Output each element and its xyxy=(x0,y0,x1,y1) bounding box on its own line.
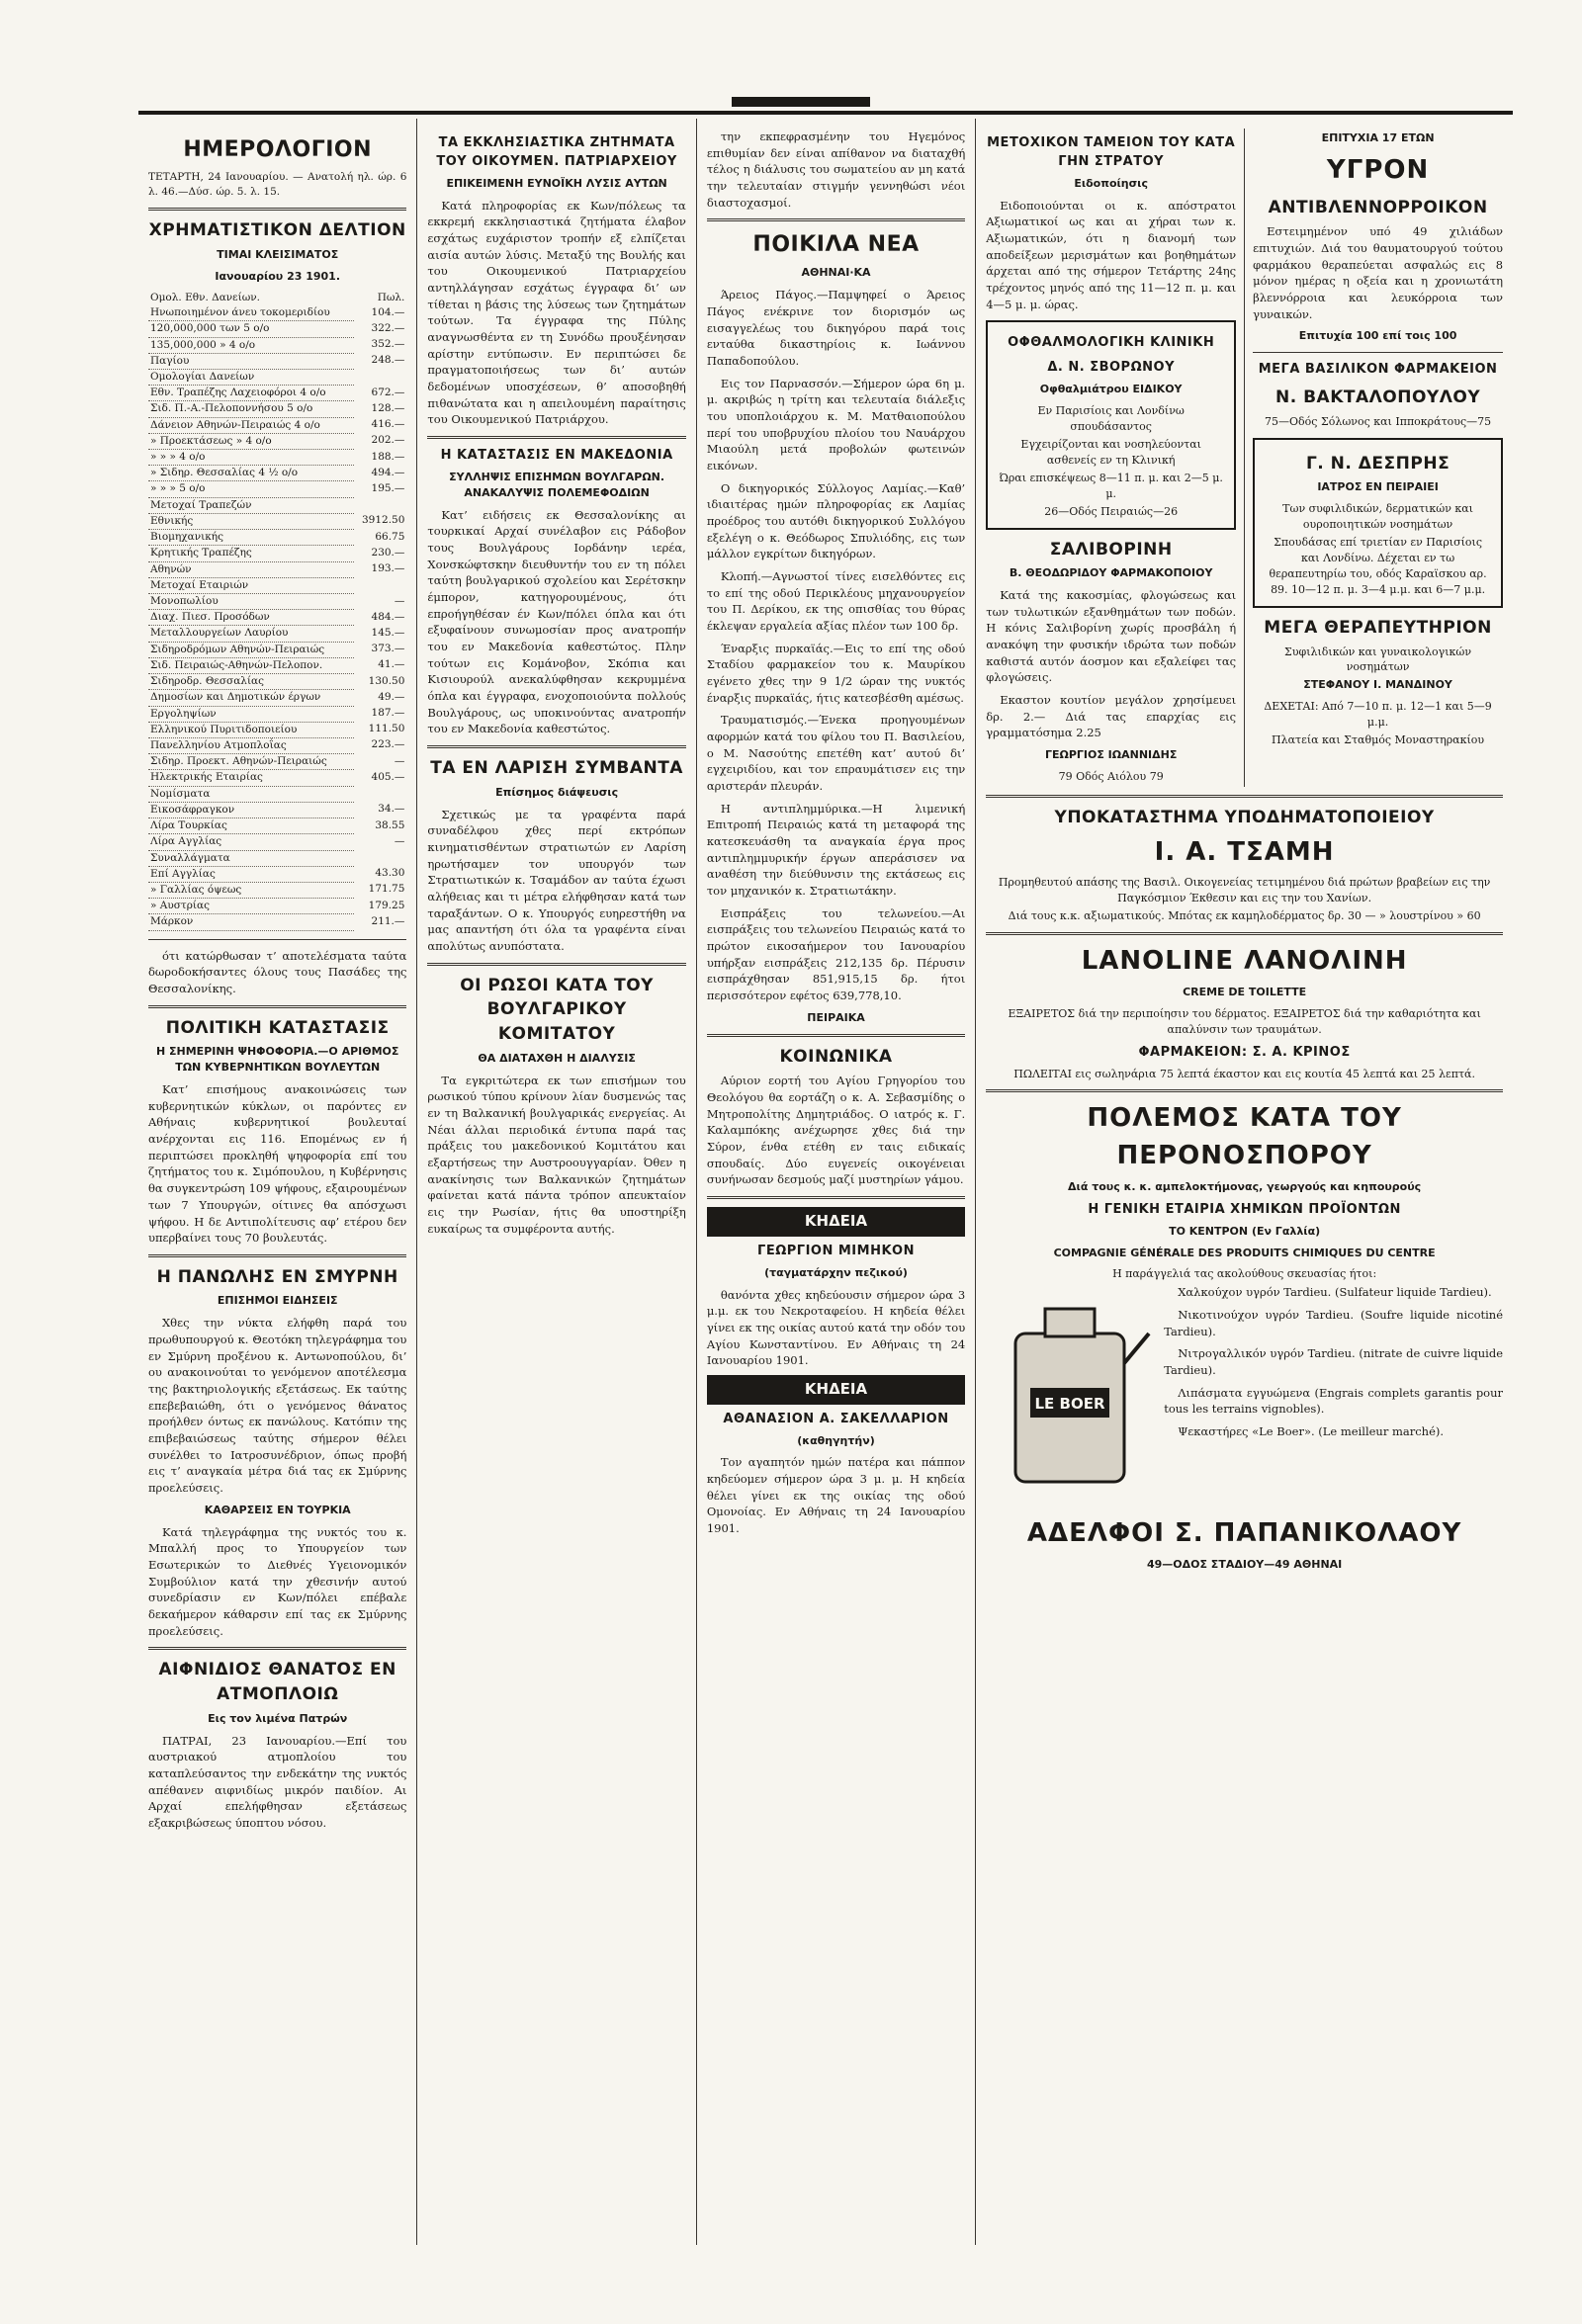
news-item: Η αντιπλημμύρικα.—Η λιμενική Επιτροπή Πειραιώς κατά τη μεταφορά της κατεσκευάσθη τα αναγκαία έργα προς αντιπλημμυρικήν έργων απεράσισεν να αναθέση την διεύθυνσιν της εκτάσεως εις τον μηχανικόν κ. Στρατιωτάκην. xyxy=(706,801,966,899)
price-value: 66.75 xyxy=(375,530,405,543)
price-name: Μεταλλουργείων Λαυρίου xyxy=(148,626,354,642)
price-head-left: Ομολ. Εθν. Δανείων. xyxy=(150,291,261,303)
column-4 xyxy=(986,129,1236,787)
saliv-seller: ΓΕΩΡΓΙΟΣ ΙΩΑΝΝΙΔΗΣ xyxy=(1044,748,1178,762)
price-row xyxy=(148,642,406,657)
price-name: Σιδ. Π.-Α.-Πελοποννήσου 5 ο/ο xyxy=(148,401,354,417)
price-value: 179.25 xyxy=(368,899,405,911)
clinic-line: Εγχειρίζονται και νοσηλεύονται ασθενείς εν τη Κλινική xyxy=(1020,437,1201,467)
russians-title: ΟΙ ΡΩΣΟΙ ΚΑΤΑ ΤΟΥ ΒΟΥΛΓΑΡΙΚΟΥ ΚΟΜΙΤΑΤΟΥ xyxy=(460,975,654,1045)
divider xyxy=(148,208,406,211)
price-row xyxy=(148,786,406,802)
price-row xyxy=(148,674,406,690)
news-item: Εισπράξεις του τελωνείου.—Αι εισπράξεις του τελωνείου Πειραιώς κατά το πρώτον εικοσαήμερον του Ιανουαρίου υπήρξαν εισπράξεις 212,135 δρ. Πέρυσιν εισπράχθησαν 851,915,15 δρ. ήτοι περισσότερον εφέτος 639,778,10. xyxy=(706,905,966,1003)
product-item: Λιπάσματα εγγυώμενα (Engrais complets garantis pour tous les terrains vignobles). xyxy=(1164,1385,1504,1417)
price-name: Μονοπωλίου xyxy=(148,594,354,610)
price-row xyxy=(148,706,406,722)
price-name: Εθνικής xyxy=(148,513,354,529)
peronospora-company: Η ΓΕΝΙΚΗ ΕΤΑΙΡΙΑ ΧΗΜΙΚΩΝ ΠΡΟΪΟΝΤΩΝ xyxy=(1088,1201,1401,1217)
price-name: Λίρα Αγγλίας xyxy=(148,834,354,850)
price-row xyxy=(148,337,406,353)
price-name: Διαχ. Πιεσ. Προσόδων xyxy=(148,610,354,626)
price-value: — xyxy=(394,834,405,847)
price-value: 416.— xyxy=(371,418,405,431)
price-row xyxy=(148,481,406,497)
price-value: 187.— xyxy=(371,707,405,720)
divider xyxy=(986,795,1503,798)
price-value: 211.— xyxy=(371,914,405,927)
divider xyxy=(707,1196,965,1199)
liquid-price: Επιτυχία 100 επί τοις 100 xyxy=(1298,329,1457,343)
masthead-rule xyxy=(138,111,1513,115)
price-row xyxy=(148,546,406,561)
success-banner: ΕΠΙΤΥΧΙΑ 17 ΕΤΩΝ xyxy=(1321,131,1435,144)
price-value xyxy=(354,369,406,385)
price-name: Συναλλάγματα xyxy=(148,850,354,866)
price-name: Δημοσίων και Δημοτικών έργων xyxy=(148,690,354,706)
liquid-title: ΥΓΡΟΝ xyxy=(1326,154,1430,185)
divider xyxy=(707,1034,965,1037)
ads-top-row xyxy=(986,129,1503,787)
clinic-line: Ώραι επισκέψεως 8—11 π. μ. και 2—5 μ. μ. xyxy=(999,471,1223,500)
russians-text: Τα εγκριτώτερα εκ των επισήμων του ρωσικού τύπου κρίνουν λίαν δυσμενώς τας εν τη Βαλκανική βουλγαρικάς ενεργείας. Αι Νέαι άλλαι περιοδικά έντυπα παρά τας πράξεις του μακεδονικού Κομιτάτου και εξαρτήσεως την Αυστροουγγαρίαν. Όθεν η ανακίνησις των Βαλκανικών ζητημάτων φαίνεται κατά πάντα τρόπον απευκταίον εις την Ρωσίαν, ήτις θα υποστηρίξη ευκαίρως τα συμφέροντα αυτής. xyxy=(427,1073,686,1236)
price-row xyxy=(148,914,406,930)
price-name: Μετοχαί Τραπεζών xyxy=(148,497,354,513)
piraeus-head: ΠΕΙΡΑΙΚΑ xyxy=(807,1010,865,1024)
price-row xyxy=(148,433,406,449)
price-row xyxy=(148,899,406,914)
divider xyxy=(986,932,1503,935)
dealers-addr: 49—ΟΔΟΣ ΣΤΑΔΙΟΥ—49 ΑΘΗΝΑΙ xyxy=(1146,1558,1343,1572)
price-name: Μάρκον xyxy=(148,914,354,930)
hospital-sub: Συφιλιδικών και γυναικολογικών νοσημάτων xyxy=(1284,645,1472,674)
hospital-addr: Πλατεία και Σταθμός Μοναστηρακίου xyxy=(1272,733,1485,747)
quarantine-text: Κατά τηλεγράφημα της νυκτός του κ. Μπαλλή προς το Υπουργείον των Εσωτερικών το Διεθνές Υγειονομικόν Συμβούλιον κατά την χθεσινήν αυτού συνεδρίασιν εν Κων/πόλει επέβαλε δεκαήμερον κάθαρσιν επί τας εκ Σμύρνης προελεύσεις. xyxy=(148,1524,407,1638)
sprayer-can-icon xyxy=(986,1294,1154,1502)
bulletin-date: Ιανουαρίου 23 1901. xyxy=(215,269,340,283)
saliv-addr: 79 Οδός Αιόλου 79 xyxy=(1058,770,1164,784)
price-row xyxy=(148,321,406,337)
pharmacy-title: ΜΕΓΑ ΒΑΣΙΛΙΚΟΝ ΦΑΡΜΑΚΕΙΟΝ xyxy=(1258,362,1498,378)
divider xyxy=(148,1647,406,1650)
politics-title: ΠΟΛΙΤΙΚΗ ΚΑΤΑΣΤΑΣΙΣ xyxy=(165,1017,390,1038)
product-item: Νικοτινούχον υγρόν Tardieu. (Soufre liquide nicotiné Tardieu). xyxy=(1164,1308,1504,1338)
russians-sub: ΘΑ ΔΙΑΤΑΧΘΗ Η ΔΙΑΛΥΣΙΣ xyxy=(478,1051,636,1065)
price-name: Μετοχαί Εταιριών xyxy=(148,577,354,593)
price-name: Ηλεκτρικής Εταιρίας xyxy=(148,770,354,786)
news-item: Εις τον Παρνασσόν.—Σήμερον ώρα 6η μ. μ. ακριβώς η τρίτη και τελευταία διάλεξις του υποπλοιάρχου κ. Μ. Ματθαιοπούλου περί του υποβρυχίου πλοίου του Ναυάρχου Μιαούλη μετά προβολών φωτεινών εικόνων. xyxy=(706,376,966,473)
doctor-ad xyxy=(1253,438,1503,608)
politics-text: Κατ’ επισήμους ανακοινώσεις των κυβερνητικών κύκλων, οι παρόντες εν Αθήναις κυβερνητικοί βουλευταί ανέρχονται εις 116. Επομένως εν ή περιπτώσει προκληθή ψηφοφορία επί του ζητήματος του κ. Σιμόπουλου, η Κυβέρνησις θα συγκεντρώση 109 ψήφους, εξαιρουμένων των 7 Υπουργών, οίτινες θα απόσχωσι ψήφου. Η δε Αντιπολίτευσις αφ’ ετέρου δεν υπερβαίνει τους 70 βουλευτάς. xyxy=(148,1082,407,1246)
saliv-text: Κατά της κακοσμίας, φλογώσεως και των τυλωτικών εξανθημάτων των ποδών. Η κόνις Σαλιβορίνη χωρίς προσβάλη ή ανακόψη την φυσικήν ιδρώτα των ποδών καθιστά αυτόν άοσμον και εξαλείφει τας φλογώσεις. xyxy=(986,588,1237,685)
price-row xyxy=(148,818,406,834)
price-name: Παγίου xyxy=(148,353,354,369)
price-name: Εργοληψίων xyxy=(148,706,354,722)
peronospora-intro: Η παράγγελιά τας ακολούθους σκευασίας ήτοι: xyxy=(1112,1267,1377,1281)
funeral-1-text: θανόντα χθες κηδεύουσιν σήμερον ώρα 3 μ.μ. εκ του Νεκροταφείου. Η κηδεία θέλει γίνει εκ της οικίας αυτού κατά την οδόν του Αγίου Κωνσταντίνου. Εν Αθήναις τη 24 Ιανουαρίου 1901. xyxy=(706,1287,966,1368)
price-name: Εθν. Τραπέζης Λαχειοφόροι 4 ο/ο xyxy=(148,386,354,401)
price-name: Βιομηχανικής xyxy=(148,530,354,546)
price-row xyxy=(148,401,406,417)
price-row xyxy=(148,850,406,866)
price-row xyxy=(148,466,406,481)
divider xyxy=(148,939,406,940)
clinic-title: ΟΦΘΑΛΜΟΛΟΓΙΚΗ ΚΛΙΝΙΚΗ xyxy=(1008,335,1215,351)
bulletin-sub: ΤΙΜΑΙ ΚΛΕΙΣΙΜΑΤΟΣ xyxy=(217,247,339,261)
price-name: Ελληνικού Πυριτιδοποιείου xyxy=(148,722,354,737)
price-header xyxy=(148,291,406,305)
price-value: 405.— xyxy=(371,770,405,783)
saliv-price: Εκαστον κουτίον μεγάλον χρησίμευει δρ. 2.— Διά τας επαρχίας εις γραμματόσημα 2.25 xyxy=(986,693,1237,740)
price-value: 188.— xyxy=(371,450,405,463)
price-name: Δάνειον Αθηνών-Πειραιώς 4 ο/ο xyxy=(148,417,354,433)
shoes-owner: Ι. Α. ΤΣΑΜΗ xyxy=(1154,836,1335,867)
macedonia-text: Κατ’ ειδήσεις εκ Θεσσαλονίκης αι τουρκικαί Αρχαί συνέλαβον εις Ράδοβον τους Βουλγάρους Ιορδάνην ιερέα, Χονσκώφτσκην διευθυντήν του εν τη πόλει ταύτη βουλγαρικού σχολείου και Σερέτσκην έμπορον, κατηγορουμένους, ότι επροήγηθέσαν έν Κων/πόλει όπλα και ότι εξυφαίνουν συνωμοσίαν προς ανατροπήν του εν Μακεδονία καθεστώτος. Πλην τούτων εις Κομάνοβον, Σκόπια και Κισιουρούλ ανεκαλύφθησαν κεκρυμμένα όπλα και έγγραφα, ενοχοποιούντα πολλούς Βουλγάρους, ως υποκινούντας ανατροπήν του εν Μακεδονία καθεστώτος. xyxy=(427,507,686,736)
column-ads xyxy=(975,119,1513,2245)
clinic-ad xyxy=(986,320,1236,529)
divider xyxy=(427,436,685,439)
news-item: Άρειος Πάγος.—Παμψηφεί ο Άρειος Πάγος ενέκρινε τον διορισμόν ως εισαγγελέως του δικηγόρου παρά τοις ενταύθα δικαστηρίοις κ. Ιωάννου Παπαδοπούλου. xyxy=(706,288,966,368)
price-value: 128.— xyxy=(371,401,405,414)
shoes-prices: Διά τους κ.κ. αξιωματικούς. Μπότας εκ καμηλοδέρματος δρ. 30 — » λουστρίνου » 60 xyxy=(1008,909,1481,923)
social-title: ΚΟΙΝΩΝΙΚΑ xyxy=(779,1046,893,1067)
doctor-name: Γ. Ν. ΔΕΣΠΡΗΣ xyxy=(1305,453,1450,473)
price-table xyxy=(148,291,406,931)
columns xyxy=(138,119,1513,2245)
price-name: » » » 4 ο/ο xyxy=(148,450,354,466)
larisa-text: Σχετικώς με τα γραφέντα παρά συναδέλφου χθες περί εκτρόπων κινηματισθέντων στρατιωτών εν Λαρίση ηρωτήσαμεν τον υπουργόν των Στρατιωτικών κ. Τσαμάδον αν ταύτα έχωσι αλήθειας και τι μέτρα ελήφθησαν κατά των ταραξάντων. Ο κ. Υπουργός ευηρεστήθη να μας απαντήση ότι όλα τα γραφέντα είναι απολύτως ανυπόστατα. xyxy=(427,807,686,954)
divider xyxy=(427,745,685,748)
price-row xyxy=(148,834,406,850)
price-value: 248.— xyxy=(371,354,405,367)
news-item: Ο δικηγορικός Σύλλογος Λαμίας.—Καθ’ ιδιαιτέρας ημών πληροφορίας εκ Λαμίας προέδρος του αυτόθι δικηγορικού Συλλόγου εξελέγη ο κ. Θεόδωρος Σπυλιόδης, εις των μάλλον εγκρίτων δικηγόρων. xyxy=(706,480,966,561)
price-row xyxy=(148,690,406,706)
price-row xyxy=(148,497,406,513)
church-text: Κατά πληροφορίας εκ Κων/πόλεως τα εκκρεμή εκκλησιαστικά ζητήματα έλαβον εσχάτως ευχάριστον τροπήν εξ ελπίζεται αισία αυτών λύσις. Μεταξύ της Βουλής και του Οικουμενικού Πατριαρχείου αντηλλάγησαν εσχάτως έγγραφα δι’ ων τίθεται η βάσις της λύσεως των ζητημάτων τούτων. Τα έγγραφα της Πύλης αναγνωσθέντα εν τη Συνόδω προυξένησαν αρίστην εντύπωσιν. Εν περιπτώσει δε πραγματοποιήσεως των δι’ αυτών δεδομένων υποσχέσεων, θ’ αποσοβηθή πιθανώτατα και η απειλουμένη παραίτησις του Οικουμενικού Πατριάρχου. xyxy=(427,198,686,427)
funeral-1-name: ΓΕΩΡΓΙΟΝ ΜΙΜΗΚΟΝ xyxy=(757,1243,915,1258)
clinic-lines xyxy=(996,403,1226,520)
price-value: 130.50 xyxy=(368,674,405,687)
social-text: Αύριον εορτή του Αγίου Γρηγορίου του Θεολόγου θα εορτάζη ο κ. Α. Σεβασμίδης ο Μητροπολίτης Δημητριάδος. Ο ιατρός κ. Γ. Καλαμπόκης ανέχωρησε χθες διά την Σύρον, ένθα ετέθη εν ταις ειδικαίς σπουδαίς. Δύο ευγενείς οικογένειαι συνήνωσαν δεσμούς μαζί μυστηρίων γάμου. xyxy=(706,1074,966,1187)
price-value: 171.75 xyxy=(368,883,405,896)
price-value: 230.— xyxy=(371,546,405,559)
price-row xyxy=(148,610,406,626)
price-name: Σιδηροδρ. Θεσσαλίας xyxy=(148,674,354,690)
price-value xyxy=(354,577,406,593)
pharmacy-addr: 75—Οδός Σόλωνος και Ιπποκράτους—75 xyxy=(1265,414,1492,428)
price-name: 120,000,000 των 5 ο/ο xyxy=(148,321,354,337)
column-2 xyxy=(416,119,695,2245)
price-value: — xyxy=(394,754,405,767)
column-1 xyxy=(138,119,416,2245)
funeral-title-1: ΚΗΔΕΙΑ xyxy=(707,1207,965,1237)
price-value: 111.50 xyxy=(368,723,405,735)
product-item: Ψεκαστήρες «Le Boer». (Le meilleur marché). xyxy=(1178,1424,1445,1439)
hospital-doc: ΣΤΕΦΑΝΟΥ Ι. ΜΑΝΔΙΝΟΥ xyxy=(1303,678,1452,692)
price-row xyxy=(148,882,406,898)
clinic-role: Οφθαλμιάτρου ΕΙΔΙΚΟΥ xyxy=(1039,383,1183,396)
product-list xyxy=(1164,1284,1503,1511)
lanoline-text: ΕΞΑΙΡΕΤΟΣ διά την περιποίησιν του δέρματος. ΕΞΑΙΡΕΤΟΣ διά την καθαριότητα και απαλύνσιν των τραυμάτων. xyxy=(1008,1006,1481,1036)
peronospora-center: ΤΟ ΚΕΝΤΡΟΝ (Εν Γαλλία) xyxy=(1169,1224,1321,1238)
price-row xyxy=(148,626,406,642)
price-name: » Σιδηρ. Θεσσαλίας 4 ½ ο/ο xyxy=(148,466,354,481)
price-name: » Αυστρίας xyxy=(148,899,354,914)
price-row xyxy=(148,305,406,321)
price-name: 135,000,000 » 4 ο/ο xyxy=(148,337,354,353)
shoes-text: Προμηθευτού απάσης της Βασιλ. Οικογενείας τετιμημένου διά πρώτων βραβείων εις την Παγκόσμιον Έκθεσιν και εις την του Χανίων. xyxy=(998,876,1491,905)
date-line: ΤΕΤΑΡΤΗ, 24 Ιανουαρίου. — Ανατολή ηλ. ώρ. 6 λ. 46.—Δύσ. ώρ. 5. λ. 15. xyxy=(148,170,407,199)
funeral-2-name: ΑΘΑΝΑΣΙΟΝ Α. ΣΑΚΕΛΛΑΡΙΟΝ xyxy=(723,1411,949,1426)
news-item: Τραυματισμός.—Ένεκα προηγουμένων αφορμών κατά του φίλου του Π. Βασιλείου, ο Μ. Νασούτης επετέθη κατ’ αυτού δι’ εγχειριδίου, και τον επραυμάτισεν εις την αριστεράν πλευράν. xyxy=(706,713,966,793)
peronospora-sub: Διά τους κ. κ. αμπελοκτήμονας, γεωργούς και κηπουρούς xyxy=(1068,1179,1422,1193)
doctor-text: Σπουδάσας επί τριετίαν εν Παρισίοις και Λονδίνω. Δέχεται εν τω θεραπευτηρίω του, οδός Καραϊσκου αρ. 89. 10—12 π. μ. 3—4 μ.μ. και 6—7 μ.μ. xyxy=(1269,536,1487,596)
price-value: 41.— xyxy=(378,658,405,671)
price-row xyxy=(148,513,406,529)
saliv-title: ΣΑΛΙΒΟΡΙΝΗ xyxy=(1049,539,1173,559)
price-row xyxy=(148,369,406,385)
fund-sub: Ειδοποίησις xyxy=(1074,176,1148,190)
price-head-right: Πωλ. xyxy=(377,291,405,303)
sprayer-illustration xyxy=(986,1294,1154,1502)
misc-title: ΠΟΙΚΙΛΑ ΝΕΑ xyxy=(752,232,920,258)
clinic-doctor: Δ. Ν. ΣΒΟΡΩΝΟΥ xyxy=(1047,360,1175,376)
news-item: Κλοπή.—Αγνωστοί τίνες εισελθόντες εις το επί της οδού Περικλέους μηχανουργείον του Π. Δερίκου, εκ της οπισθίας του θύρας έκλεψαν εργαλεία αξίας πλέον των 100 δρ. xyxy=(706,568,966,633)
lanoline-sub: CREME DE TOILETTE xyxy=(1183,985,1307,998)
calendar-title: ΗΜΕΡΟΛΟΓΙΟΝ xyxy=(183,137,373,162)
price-name: Πανελληνίου Ατμοπλοΐας xyxy=(148,737,354,753)
death-title: ΑΙΦΝΙΔΙΟΣ ΘΑΝΑΤΟΣ ΕΝ ΑΤΜΟΠΛΟΙΩ xyxy=(158,1660,396,1705)
quarantine-sub: ΚΑΘΑΡΣΕΙΣ ΕΝ ΤΟΥΡΚΙΑ xyxy=(204,1503,351,1516)
price-value: 672.— xyxy=(371,386,405,398)
price-name: Σιδ. Πειραιώς-Αθηνών-Πελοπον. xyxy=(148,657,354,673)
divider xyxy=(148,1254,406,1257)
price-name: Ηνωποιημένον άνευ τοκομεριδίου xyxy=(148,305,354,321)
larisa-title: ΤΑ ΕΝ ΛΑΡΙΣΗ ΣΥΜΒΑΝΤΑ xyxy=(430,758,683,779)
price-row xyxy=(148,450,406,466)
price-value: 3912.50 xyxy=(361,514,405,527)
clinic-line: Εν Παρισίοις και Λονδίνω σπουδάσαντος xyxy=(1037,403,1185,433)
price-value: 38.55 xyxy=(375,818,405,831)
saliv-sub: Β. ΘΕΟΔΩΡΙΔΟΥ ΦΑΡΜΑΚΟΠΟΙΟΥ xyxy=(1009,566,1213,580)
price-value: 494.— xyxy=(371,466,405,478)
price-row xyxy=(148,353,406,369)
funeral-2-text: Τον αγαπητόν ημών πατέρα και πάππον κηδεύομεν σήμερον ώρα 3 μ. μ. Η κηδεία θέλει γίνει εκ της οικίας της οδού Ομονοίας. Εν Αθήναις τη 24 Ιανουαρίου 1901. xyxy=(706,1455,966,1536)
athens-head: ΑΘΗΝΑΙ·ΚΑ xyxy=(801,266,871,280)
liquid-text: Εστειμημένον υπό 49 χιλιάδων επιτυχιών. Διά του θαυματουργού τούτου φαρμάκου θεραπεύεται ασφαλώς εις 8 μόνον ημέρας η οξεία και η χρονιωτάτη βλεννόρροια και λευκόρροια των γυναικών. xyxy=(1253,224,1504,321)
price-row xyxy=(148,594,406,610)
peronospora-french: COMPAGNIE GÉNÉRALE DES PRODUITS CHIMIQUES DU CENTRE xyxy=(1053,1246,1436,1259)
divider xyxy=(986,1089,1503,1092)
lanoline-pharmacy: ΦΑΡΜΑΚΕΙΟΝ: Σ. Α. ΚΡΙΝΟΣ xyxy=(1138,1044,1351,1060)
shoes-title: ΥΠΟΚΑΤΑΣΤΗΜΑ ΥΠΟΔΗΜΑΤΟΠΟΙΕΙΟΥ xyxy=(1054,808,1435,828)
masthead-ornament xyxy=(732,97,870,107)
price-value: 202.— xyxy=(371,434,405,447)
price-value: 43.30 xyxy=(375,867,405,880)
divider xyxy=(707,218,965,221)
price-row xyxy=(148,530,406,546)
price-value: 49.— xyxy=(378,690,405,703)
funeral-title-2: ΚΗΔΕΙΑ xyxy=(707,1375,965,1405)
price-value: 104.— xyxy=(371,306,405,319)
price-value: 223.— xyxy=(371,738,405,751)
death-sub: Εις τον λιμένα Πατρών xyxy=(208,1711,348,1725)
peronospora-title: ΠΟΛΕΜΟΣ ΚΑΤΑ ΤΟΥ ΠΕΡΟΝΟΣΠΟΡΟΥ xyxy=(1087,1103,1402,1171)
divider xyxy=(148,1005,406,1008)
price-row xyxy=(148,657,406,673)
column-3 xyxy=(696,119,975,2245)
price-name: Εικοσάφραγκον xyxy=(148,802,354,818)
price-value: 193.— xyxy=(371,562,405,575)
dealers: ΑΔΕΛΦΟΙ Σ. ΠΑΠΑΝΙΚΟΛΑΟΥ xyxy=(1026,1518,1462,1549)
price-name: Λίρα Τουρκίας xyxy=(148,818,354,834)
price-name: Ομολογίαι Δανείων xyxy=(148,369,354,385)
price-value: 145.— xyxy=(371,626,405,639)
price-name: » Γαλλίας όψεως xyxy=(148,882,354,898)
larisa-sub: Επίσημος διάψευσις xyxy=(495,785,619,799)
price-value: 34.— xyxy=(378,803,405,816)
bulletin-title: ΧΡΗΜΑΤΙΣΤΙΚΟΝ ΔΕΛΤΙΟΝ xyxy=(148,220,406,241)
price-row xyxy=(148,866,406,882)
price-row xyxy=(148,802,406,818)
price-row xyxy=(148,577,406,593)
price-value xyxy=(354,497,406,513)
macedonia-title: Η ΚΑΤΑΣΤΑΣΙΣ ΕΝ ΜΑΚΕΔΟΝΙΑ xyxy=(440,448,673,464)
product-item: Χαλκούχον υγρόν Tardieu. (Sulfateur liquide Tardieu). xyxy=(1178,1285,1492,1300)
price-name: Σιδηρ. Προεκτ. Αθηνών-Πειραιώς xyxy=(148,754,354,770)
lanoline-sale: ΠΩΛΕΙΤΑΙ εις σωληνάρια 75 λεπτά έκαστον και εις κουτία 45 λεπτά και 25 λεπτά. xyxy=(1013,1067,1475,1080)
doctor-role: ΙΑΤΡΟΣ ΕΝ ΠΕΙΡΑΙΕΙ xyxy=(1317,480,1439,494)
pharmacy-owner: Ν. ΒΑΚΤΑΛΟΠΟΥΛΟΥ xyxy=(1274,387,1481,408)
price-value: 352.— xyxy=(371,338,405,350)
intro-text: την εκπεφρασμένην του Ηγεμόνος επιθυμίαν δεν είναι απίθανον να διαταχθή τέλος η διάλυσις του σωματείου αν μη κατά την τελευταίαν στιγμήν γεννηθώσι νέοι διαστοχασμοί. xyxy=(706,129,966,210)
price-row xyxy=(148,386,406,401)
price-name: Σιδηροδρόμων Αθηνών-Πειραιώς xyxy=(148,642,354,657)
peronospora-body xyxy=(986,1284,1503,1511)
price-value xyxy=(354,786,406,802)
divider xyxy=(1253,352,1503,353)
price-row xyxy=(148,754,406,770)
price-value xyxy=(354,850,406,866)
product-item: Νιτρογαλλικόν υγρόν Tardieu. (nitrate de cuivre liquide Tardieu). xyxy=(1164,1346,1504,1378)
doctor-spec: Των συφιλιδικών, δερματικών και ουροποιητικών νοσημάτων xyxy=(1282,502,1473,532)
hospital-hours: ΔΕΧΕΤΑΙ: Από 7—10 π. μ. 12—1 και 5—9 μ.μ. xyxy=(1264,700,1492,730)
liquid-name: ΑΝΤΙΒΛΕΝΝΟΡΡΟΙΚΟΝ xyxy=(1268,197,1488,217)
price-name: Επί Αγγλίας xyxy=(148,866,354,882)
misc-items xyxy=(707,287,965,1004)
death-text: ΠΑΤΡΑΙ, 23 Ιανουαρίου.—Επί του αυστριακού ατμοπλοίου του καταπλεύσαντος την ενδεκάτην της νυκτός απέθανεν αιφνιδίως μικρόν παιδίον. Αι Αρχαί επελήφθησαν εξετάσεως εξακριβώσεως ύποπτου νόσου. xyxy=(148,1733,407,1831)
price-name: » » » 5 ο/ο xyxy=(148,481,354,497)
fund-title: ΜΕΤΟΧΙΚΟΝ ΤΑΜΕΙΟΝ ΤΟΥ ΚΑΤΑ ΓΗΝ ΣΤΡΑΤΟΥ xyxy=(987,135,1236,169)
price-value: 484.— xyxy=(371,610,405,623)
price-row xyxy=(148,722,406,737)
price-value: 195.— xyxy=(371,481,405,494)
plague-sub: ΕΠΙΣΗΜΟΙ ΕΙΔΗΣΕΙΣ xyxy=(217,1294,338,1308)
funeral-1-role: (ταγματάρχην πεζικού) xyxy=(764,1265,908,1279)
price-name: Νομίσματα xyxy=(148,786,354,802)
price-row xyxy=(148,417,406,433)
funeral-2-role: (καθηγητήν) xyxy=(797,1433,875,1447)
bulletin-note: ότι κατώρθωσαν τ’ αποτελέσματα ταύτα δωροδοκήσαντες όλους τους Πασάδες της Θεσσαλονίκης. xyxy=(148,948,407,995)
price-row xyxy=(148,770,406,786)
church-sub: ΕΠΙΚΕΙΜΕΝΗ ΕΥΝΟΪΚΗ ΛΥΣΙΣ ΑΥΤΩΝ xyxy=(446,176,667,190)
plague-title: Η ΠΑΝΩΛΗΣ ΕΝ ΣΜΥΡΝΗ xyxy=(156,1266,398,1287)
divider xyxy=(427,963,685,966)
church-title: ΤΑ ΕΚΚΛΗΣΙΑΣΤΙΚΑ ΖΗΤΗΜΑΤΑ ΤΟΥ ΟΙΚΟΥΜΕΝ. ΠΑΤΡΙΑΡΧΕΙΟΥ xyxy=(436,135,677,169)
column-5 xyxy=(1244,129,1503,787)
price-value: 322.— xyxy=(371,321,405,334)
sprayer-label: LE BOER xyxy=(1034,1395,1105,1414)
politics-sub: Η ΣΗΜΕΡΙΝΗ ΨΗΦΟΦΟΡΙΑ.—Ο ΑΡΙΘΜΟΣ ΤΩΝ ΚΥΒΕΡΝΗΤΙΚΩΝ ΒΟΥΛΕΥΤΩΝ xyxy=(155,1045,399,1075)
lanoline-title: LANOLINE ΛΑΝΟΛΙΝΗ xyxy=(1081,946,1408,977)
price-value: 373.— xyxy=(371,643,405,655)
plague-text: Χθες την νύκτα ελήφθη παρά του πρωθυπουργού κ. Θεοτόκη τηλεγράφημα του εν Σμύρνη προξένου κ. Αντωνοπούλου, δι’ ου ανακοινούται το γενόμενον αποτέλεσμα της βακτηριολογικής εξετάσεως. Εκ ταύτης επεβεβαιώθη, ότι ο γενόμενος θάνατος προήλθεν όντως εκ πανώλους. Κατόπιν της επιβεβαιώσεως ταύτης σήμερον θέλει συνέλθει το Ιατροσυνέδριον, όπως προβή εις τ’ αναγκαία μέτρα διά τας εκ Σμύρνης προελεύσεις. xyxy=(148,1316,407,1496)
price-name: » Προεκτάσεως » 4 ο/ο xyxy=(148,433,354,449)
price-name: Αθηνών xyxy=(148,561,354,577)
clinic-line: 26—Οδός Πειραιώς—26 xyxy=(1044,504,1179,518)
price-row xyxy=(148,561,406,577)
hospital-title: ΜΕΓΑ ΘΕΡΑΠΕΥΤΗΡΙΟΝ xyxy=(1264,617,1492,638)
price-name: Κρητικής Τραπέζης xyxy=(148,546,354,561)
price-row xyxy=(148,737,406,753)
price-value: — xyxy=(394,594,405,607)
macedonia-sub: ΣΥΛΛΗΨΙΣ ΕΠΙΣΗΜΩΝ ΒΟΥΛΓΑΡΩΝ. ΑΝΑΚΑΛΥΨΙΣ ΠΟΛΕΜΕΦΟΔΙΩΝ xyxy=(449,470,665,499)
fund-text: Ειδοποιούνται οι κ. απόστρατοι Αξιωματικοί ως και αι χήραι των κ. Αξιωματικών, ότι η διανομή των αποδείξεων μερισμάτων και βοηθημάτων άρχεται από της σήμερον Τετάρτης 24ης τρέχοντος μηνός από της 11—12 π. μ. και 4—5 μ. μ. ώρας. xyxy=(986,198,1237,311)
news-item: Έναρξις πυρκαϊάς.—Εις το επί της οδού Σταδίου φαρμακείον του κ. Μαυρίκου εγένετο χθες την 9 1/2 ώραν της νυκτός έναρξις πυρκαϊάς, ήτις κατεσβέσθη αμέσως. xyxy=(706,641,966,705)
